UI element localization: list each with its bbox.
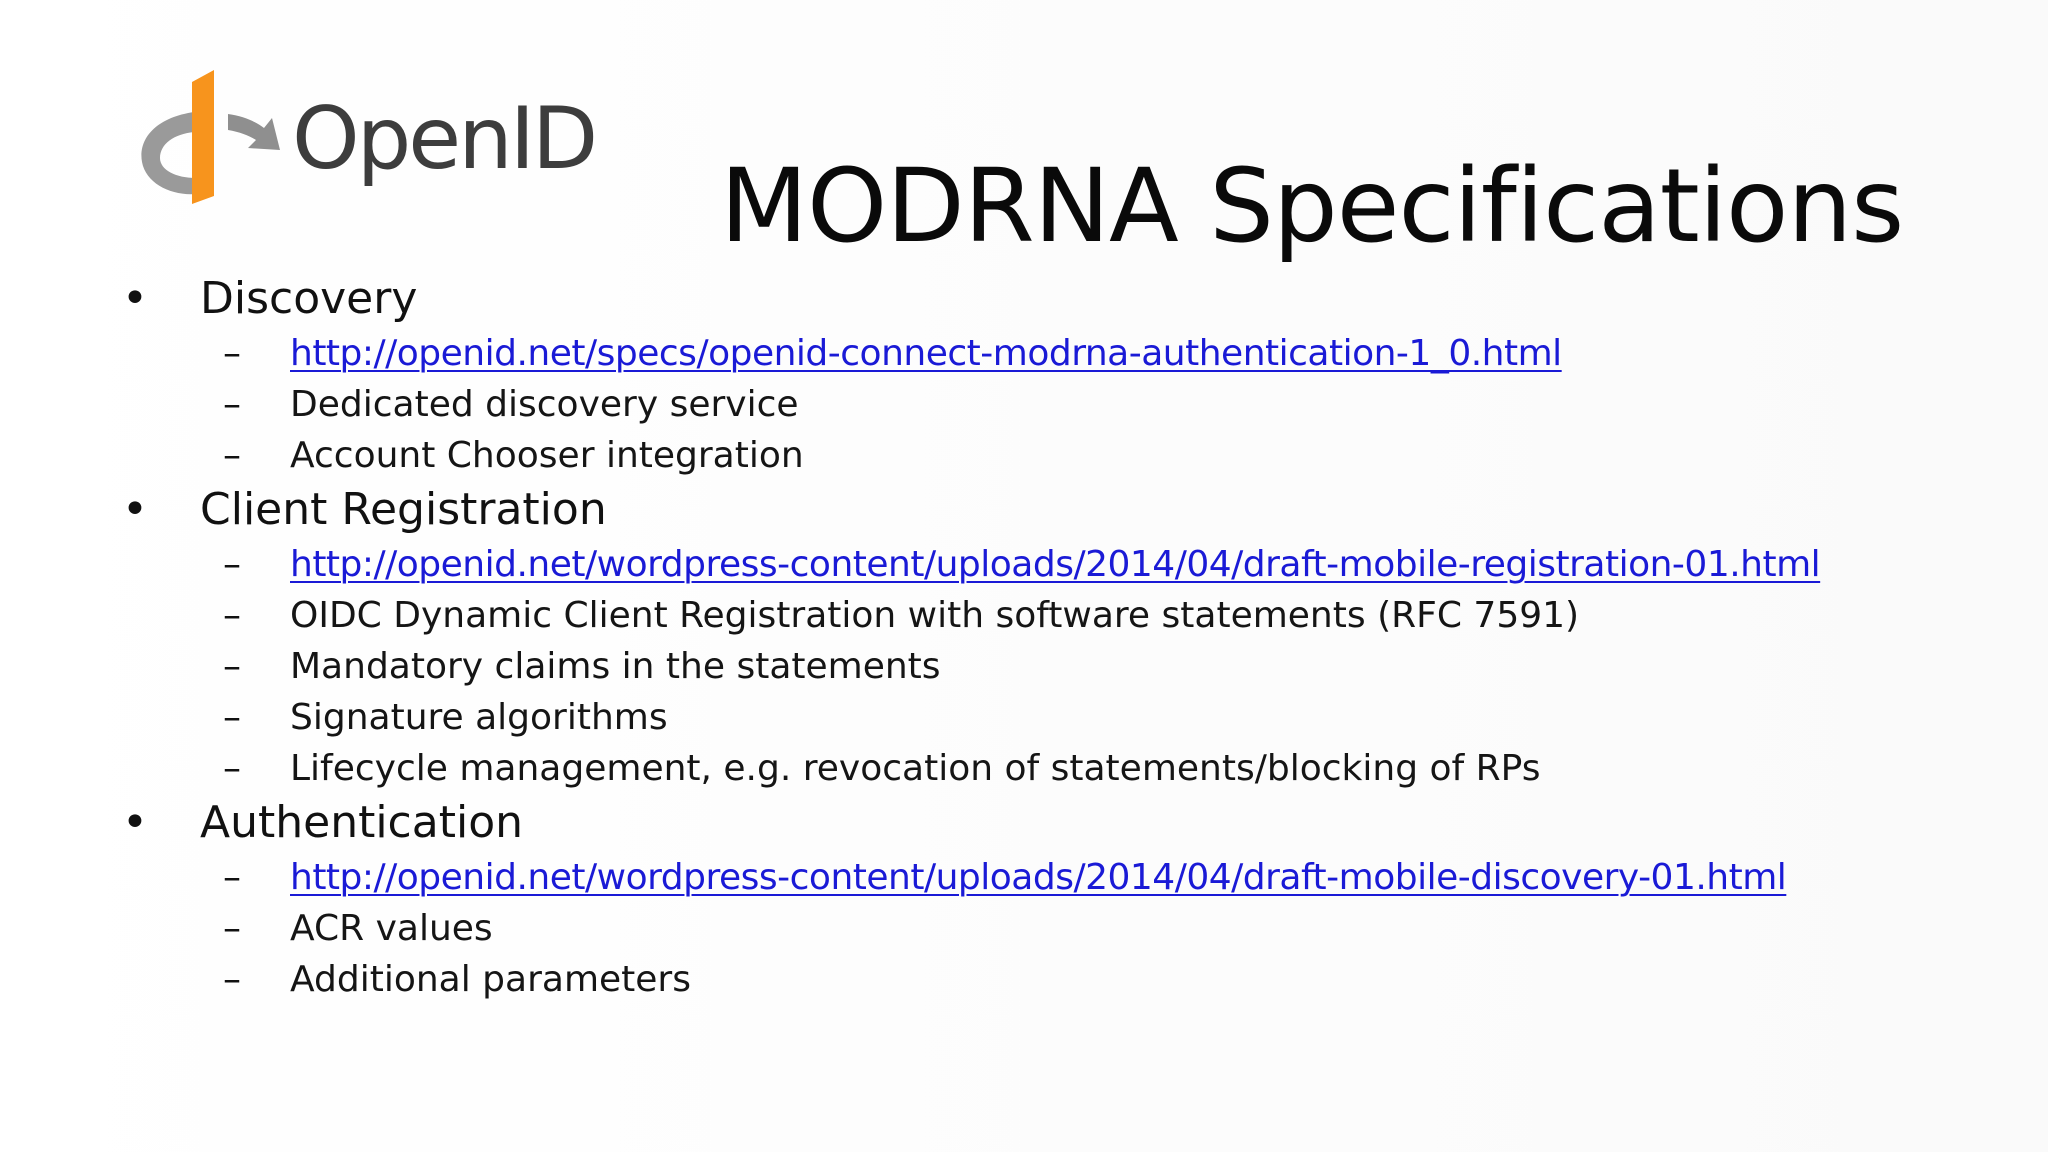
section-heading: Discovery (200, 273, 418, 324)
sub-item (0, 379, 2048, 430)
bullet-dot: • (122, 273, 148, 324)
sub-item (0, 641, 2048, 692)
sub-item-text: Lifecycle management, e.g. revocation of statements/blocking of RPs (290, 748, 1541, 789)
sub-item-text: OIDC Dynamic Client Registration with software statements (RFC 7591) (290, 595, 1580, 636)
dash-marker: – (223, 908, 241, 949)
bullet-dot: • (122, 484, 148, 535)
section-discovery (0, 270, 2048, 481)
dash-marker: – (223, 384, 241, 425)
spec-link[interactable]: http://openid.net/wordpress-content/uploads/2014/04/draft-mobile-registration-01.html (290, 544, 1821, 585)
dash-marker: – (223, 646, 241, 687)
sub-item (0, 743, 2048, 794)
sub-item-text: Dedicated discovery service (290, 384, 799, 425)
dash-marker: – (223, 748, 241, 789)
logo-arrow-shape (228, 114, 280, 150)
section-heading: Client Registration (200, 484, 607, 535)
spec-link[interactable]: http://openid.net/wordpress-content/uploads/2014/04/draft-mobile-discovery-01.html (290, 857, 1787, 898)
spec-link[interactable]: http://openid.net/specs/openid-connect-modrna-authentication-1_0.html (290, 333, 1562, 374)
sub-item (0, 692, 2048, 743)
bullet-item (0, 794, 2048, 852)
logo-bar-shape (192, 70, 214, 204)
dash-marker: – (223, 697, 241, 738)
sub-item (0, 852, 2048, 903)
sub-item-text: ACR values (290, 908, 493, 949)
dash-marker: – (223, 333, 241, 374)
sub-item (0, 430, 2048, 481)
section-authentication (0, 794, 2048, 1005)
sub-item-text: Account Chooser integration (290, 435, 804, 476)
dash-marker: – (223, 435, 241, 476)
dash-marker: – (223, 959, 241, 1000)
section-client-registration (0, 481, 2048, 794)
openid-logo (132, 70, 596, 205)
sub-item-text: Mandatory claims in the statements (290, 646, 941, 687)
logo-arc-shape (141, 112, 196, 194)
slide-title: MODRNA Specifications (720, 147, 1904, 267)
bullet-item (0, 481, 2048, 539)
sub-item (0, 590, 2048, 641)
openid-icon (132, 70, 292, 205)
bullet-list (0, 270, 2048, 1005)
sub-item (0, 539, 2048, 590)
sub-item-text: Additional parameters (290, 959, 691, 1000)
sub-item (0, 954, 2048, 1005)
sub-item (0, 328, 2048, 379)
dash-marker: – (223, 544, 241, 585)
bullet-item (0, 270, 2048, 328)
dash-marker: – (223, 857, 241, 898)
section-heading: Authentication (200, 797, 523, 848)
sub-item (0, 903, 2048, 954)
sub-item-text: Signature algorithms (290, 697, 668, 738)
bullet-dot: • (122, 797, 148, 848)
logo-wordmark: OpenID (292, 89, 596, 189)
dash-marker: – (223, 595, 241, 636)
